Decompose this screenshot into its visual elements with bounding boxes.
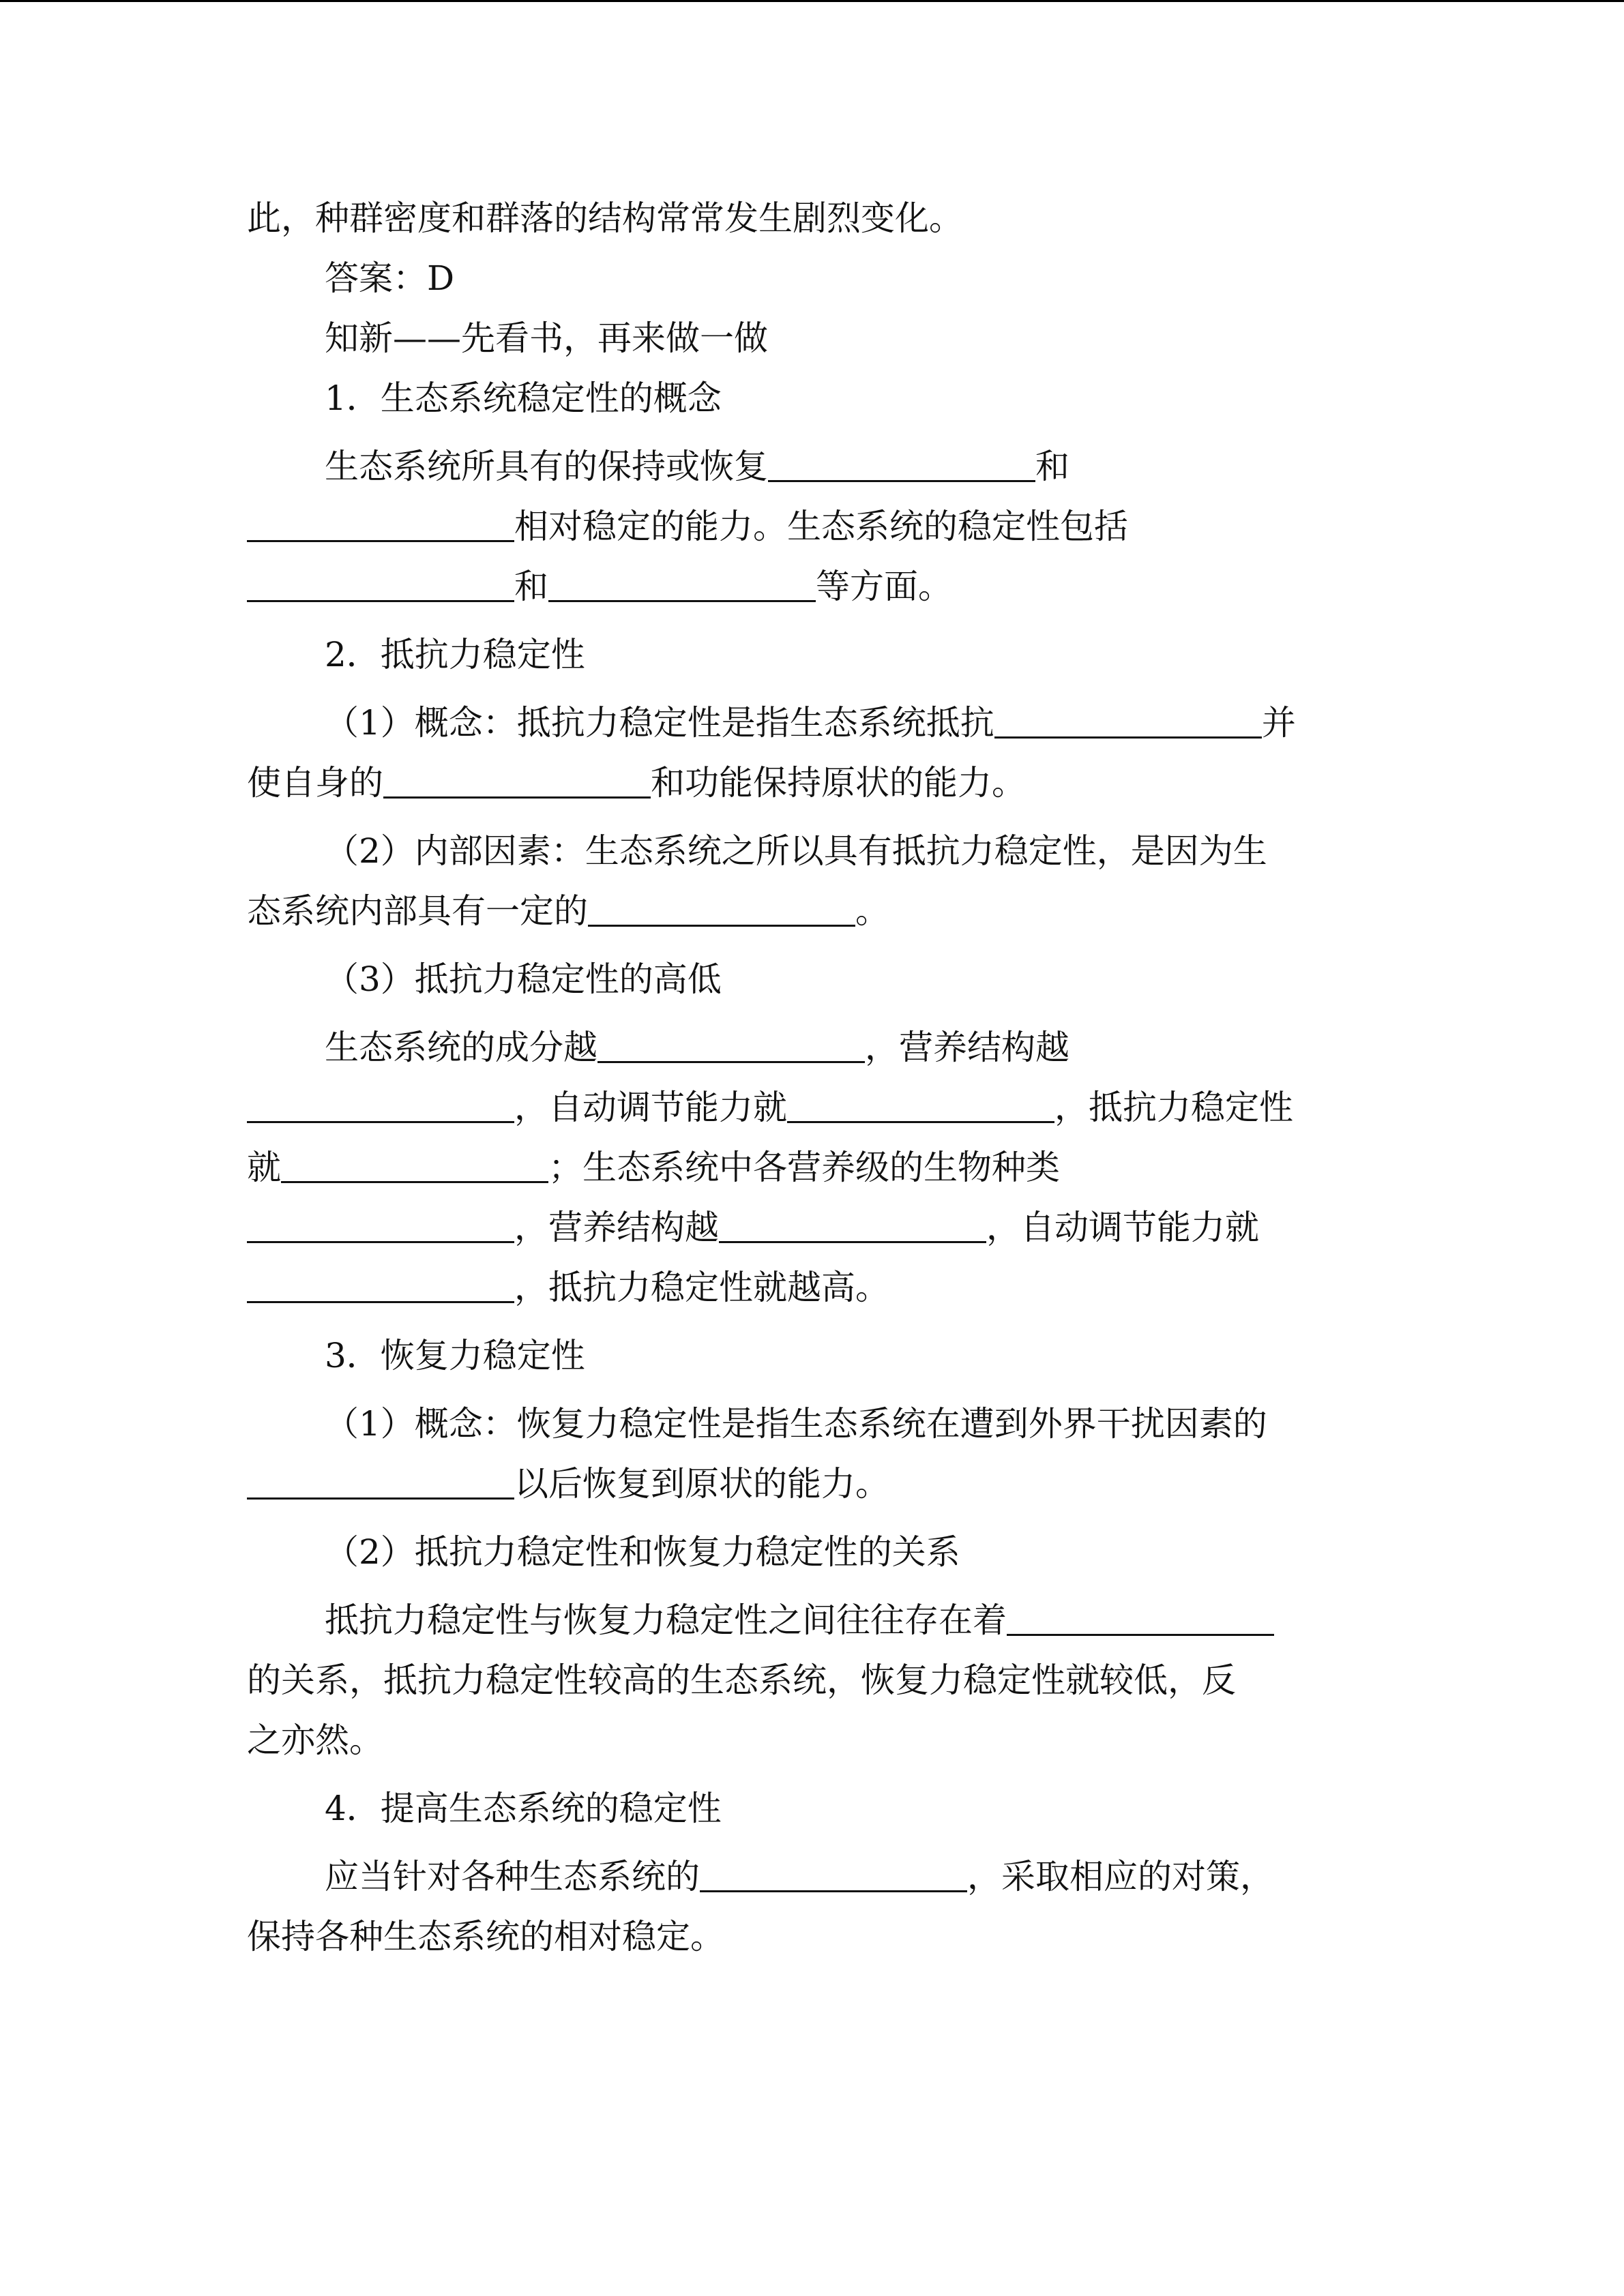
sub-heading: （2）抵抗力稳定性和恢复力稳定性的关系 — [325, 1532, 960, 1572]
fill-blank[interactable] — [247, 1087, 514, 1123]
answer-line: 答案：D — [325, 258, 455, 298]
item-heading-1: 1．生态系统稳定性的概念 — [325, 378, 722, 418]
sub-heading: （3）抵抗力稳定性的高低 — [325, 959, 722, 999]
fill-blank[interactable] — [548, 566, 816, 602]
fill-blank[interactable] — [247, 1207, 514, 1243]
text-line: 抵抗力稳定性与恢复力稳定性之间往往存在着 — [247, 1590, 1379, 1650]
fill-blank[interactable] — [247, 1463, 514, 1500]
text-line: 生态系统的成分越 ，营养结构越 — [325, 1028, 1069, 1067]
text-line: 保持各种生态系统的相对稳定。 — [247, 1917, 724, 1956]
text-line: 和 等方面。 — [247, 556, 1379, 616]
item-heading-2: 2．抵抗力稳定性 — [325, 635, 585, 674]
fill-blank[interactable] — [281, 1147, 548, 1183]
fill-blank[interactable] — [383, 762, 651, 799]
text-line: 使自身的 和功能保持原状的能力。 — [247, 763, 1026, 803]
text-line: 应当针对各种生态系统的 ，采取相应的对策， — [325, 1857, 1274, 1896]
text-line: 态系统内部具有一定的 。 — [247, 891, 889, 931]
text-line: 此，种群密度和群落的结构常常发生剧烈变化。 — [247, 198, 963, 238]
text-line: 生态系统所具有的保持或恢复 和 — [325, 447, 1069, 486]
section-heading: 知新——先看书，再来做一做 — [325, 318, 768, 358]
text-line: （1）概念：抵抗力稳定性是指生态系统抵抗 并 — [325, 703, 1296, 743]
text-line: 的关系，抵抗力稳定性较高的生态系统，恢复力稳定性就较低，反 — [247, 1660, 1236, 1700]
text-line: 以后恢复到原状的能力。 — [247, 1454, 1379, 1514]
fill-blank[interactable] — [247, 1267, 514, 1303]
fill-blank[interactable] — [247, 566, 514, 602]
fill-blank[interactable] — [700, 1856, 967, 1892]
fill-blank[interactable] — [768, 446, 1035, 482]
text-line: 之亦然。 — [247, 1720, 383, 1760]
fill-blank[interactable] — [597, 1027, 865, 1063]
text-line: 就 ；生态系统中各营养级的生物种类 — [247, 1148, 1060, 1187]
fill-blank[interactable] — [787, 1087, 1054, 1123]
text-line: （2）内部因素：生态系统之所以具有抵抗力稳定性，是因为生 — [325, 831, 1267, 871]
fill-blank[interactable] — [588, 891, 855, 927]
text-line: ，抵抗力稳定性就越高。 — [247, 1257, 1379, 1317]
item-heading-3: 3．恢复力稳定性 — [325, 1336, 585, 1375]
fill-blank[interactable] — [1007, 1600, 1274, 1636]
fill-blank[interactable] — [247, 506, 514, 542]
fill-blank[interactable] — [994, 702, 1262, 739]
text-line: ，营养结构越 ，自动调节能力就 — [247, 1197, 1379, 1257]
text-line: （1）概念：恢复力稳定性是指生态系统在遭到外界干扰因素的 — [325, 1404, 1267, 1444]
fill-blank[interactable] — [719, 1207, 986, 1243]
top-border-line — [0, 0, 1624, 2]
text-line: 相对稳定的能力。生态系统的稳定性包括 — [247, 496, 1379, 556]
item-heading-4: 4．提高生态系统的稳定性 — [325, 1789, 722, 1828]
document-page — [247, 188, 1379, 1967]
text-line: ，自动调节能力就 ，抵抗力稳定性 — [247, 1077, 1379, 1137]
